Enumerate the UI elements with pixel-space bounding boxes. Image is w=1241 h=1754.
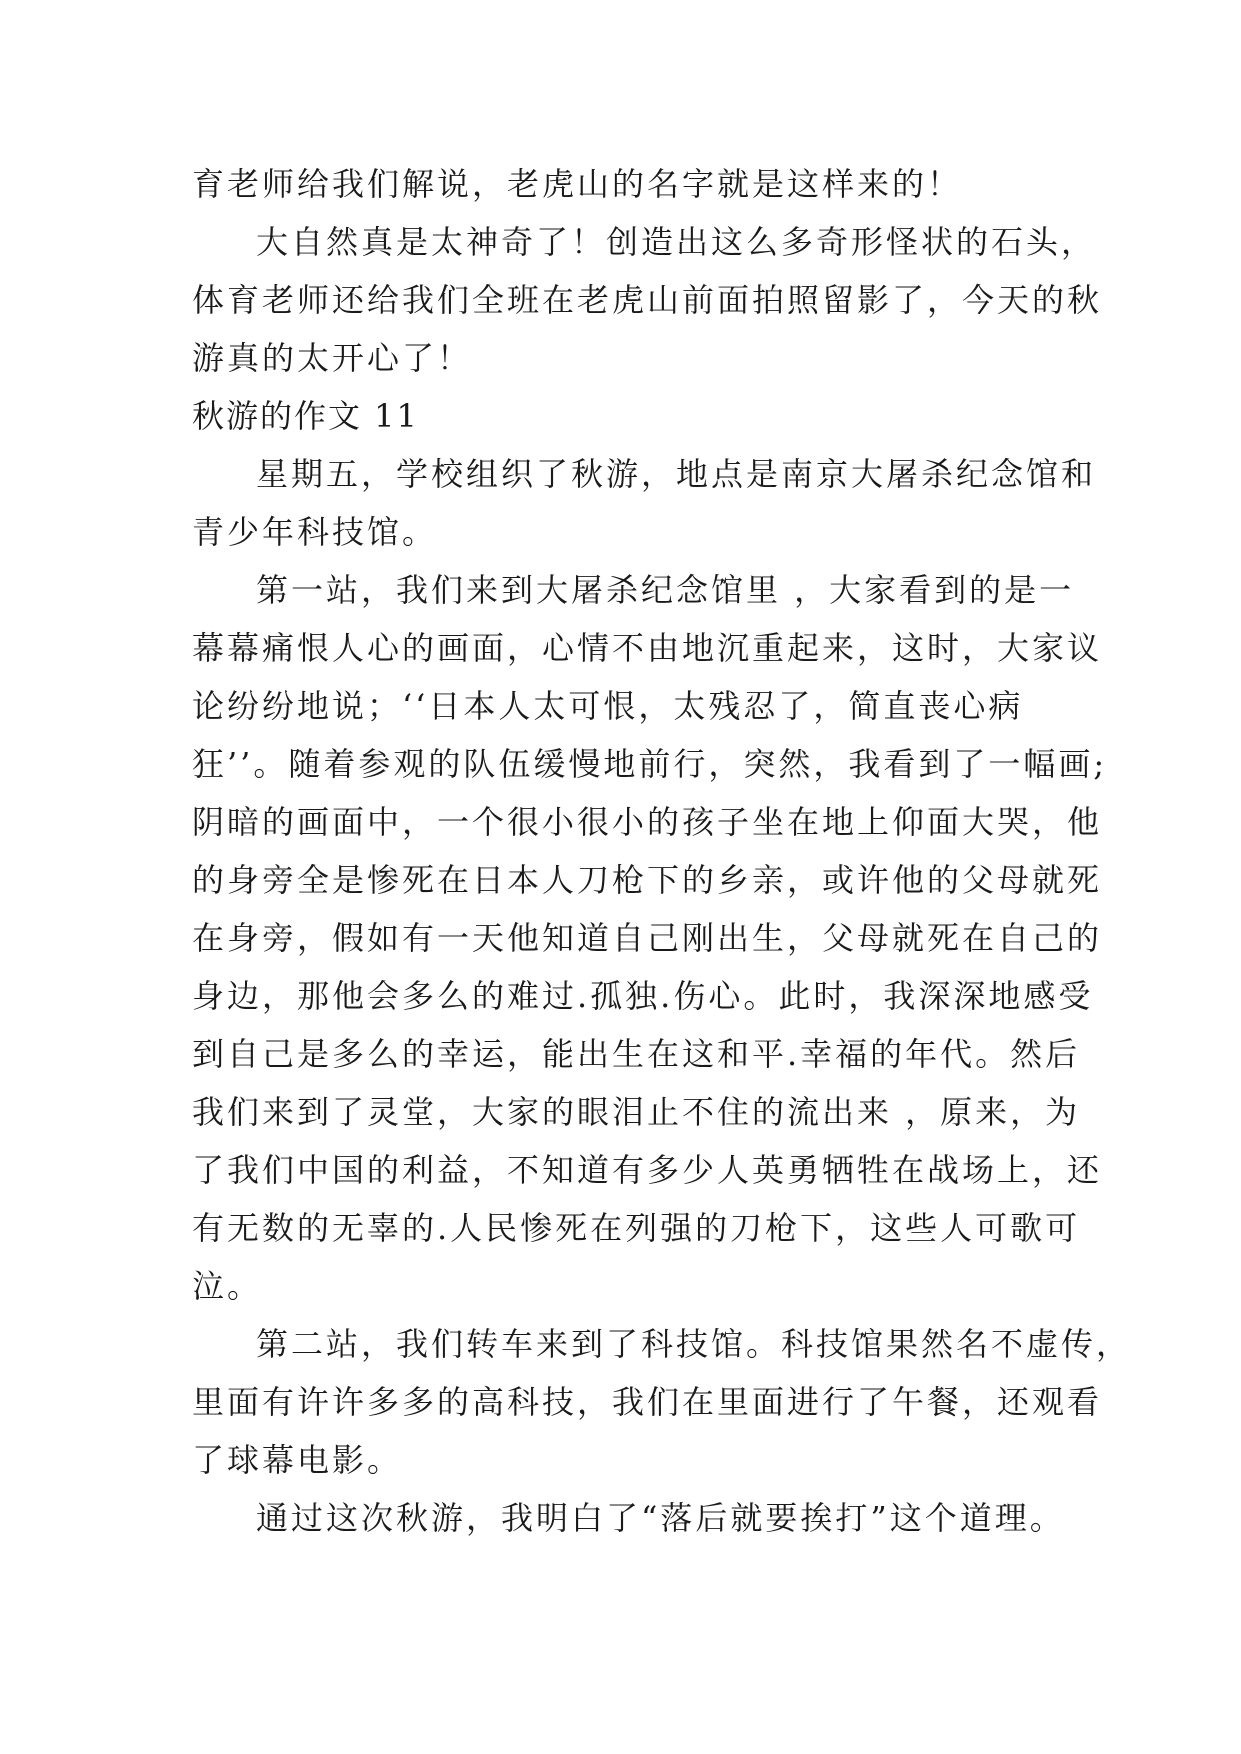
text-line: 里面有许许多多的高科技，我们在里面进行了午餐，还观看 — [192, 1383, 1103, 1421]
text-line: 我们来到了灵堂，大家的眼泪止不住的流出来 ，原来，为 — [192, 1093, 1081, 1131]
paragraph-first-line: 第一站，我们来到大屠杀纪念馆里 ，大家看到的是一 — [256, 571, 1075, 609]
paragraph-first-line: 第二站，我们转车来到了科技馆。科技馆果然名不虚传， — [256, 1325, 1132, 1363]
text-line: 有无数的无辜的.人民惨死在列强的刀枪下，这些人可歌可 — [192, 1209, 1081, 1247]
text-line: 在身旁，假如有一天他知道自己刚出生，父母就死在自己的 — [192, 919, 1103, 957]
text-line: 的身旁全是惨死在日本人刀枪下的乡亲，或许他的父母就死 — [192, 861, 1103, 899]
text-line: 了球幕电影。 — [192, 1441, 403, 1479]
paragraph-first-line: 通过这次秋游，我明白了“落后就要挨打”这个道理。 — [256, 1499, 1065, 1537]
text-line: 到自己是多么的幸运，能出生在这和平.幸福的年代。然后 — [192, 1035, 1081, 1073]
text-line: 了我们中国的利益，不知道有多少人英勇牺牲在战场上，还 — [192, 1151, 1103, 1189]
document-body — [192, 155, 1132, 1547]
section-heading: 秋游的作文 11 — [192, 397, 419, 435]
text-line: 体育老师还给我们全班在老虎山前面拍照留影了，今天的秋 — [192, 281, 1103, 319]
paragraph-first-line: 星期五，学校组织了秋游，地点是南京大屠杀纪念馆和 — [256, 455, 1097, 493]
text-line: 育老师给我们解说，老虎山的名字就是这样来的！ — [192, 165, 963, 203]
text-line: 论纷纷地说；‘‘日本人太可恨，太残忍了，简直丧心病 — [192, 687, 1024, 725]
text-line: 阴暗的画面中，一个很小很小的孩子坐在地上仰面大哭，他 — [192, 803, 1103, 841]
text-line: 青少年科技馆。 — [192, 513, 438, 551]
text-line: 幕幕痛恨人心的画面，心情不由地沉重起来，这时，大家议 — [192, 629, 1103, 667]
text-line: 身边，那他会多么的难过.孤独.伤心。此时，我深深地感受 — [192, 977, 1094, 1015]
text-line: 泣。 — [192, 1267, 263, 1305]
text-line: 狂’’。随着参观的队伍缓慢地前行，突然，我看到了一幅画; — [192, 745, 1108, 783]
text-line: 游真的太开心了！ — [192, 339, 473, 377]
paragraph-first-line: 大自然真是太神奇了！创造出这么多奇形怪状的石头， — [256, 223, 1097, 261]
